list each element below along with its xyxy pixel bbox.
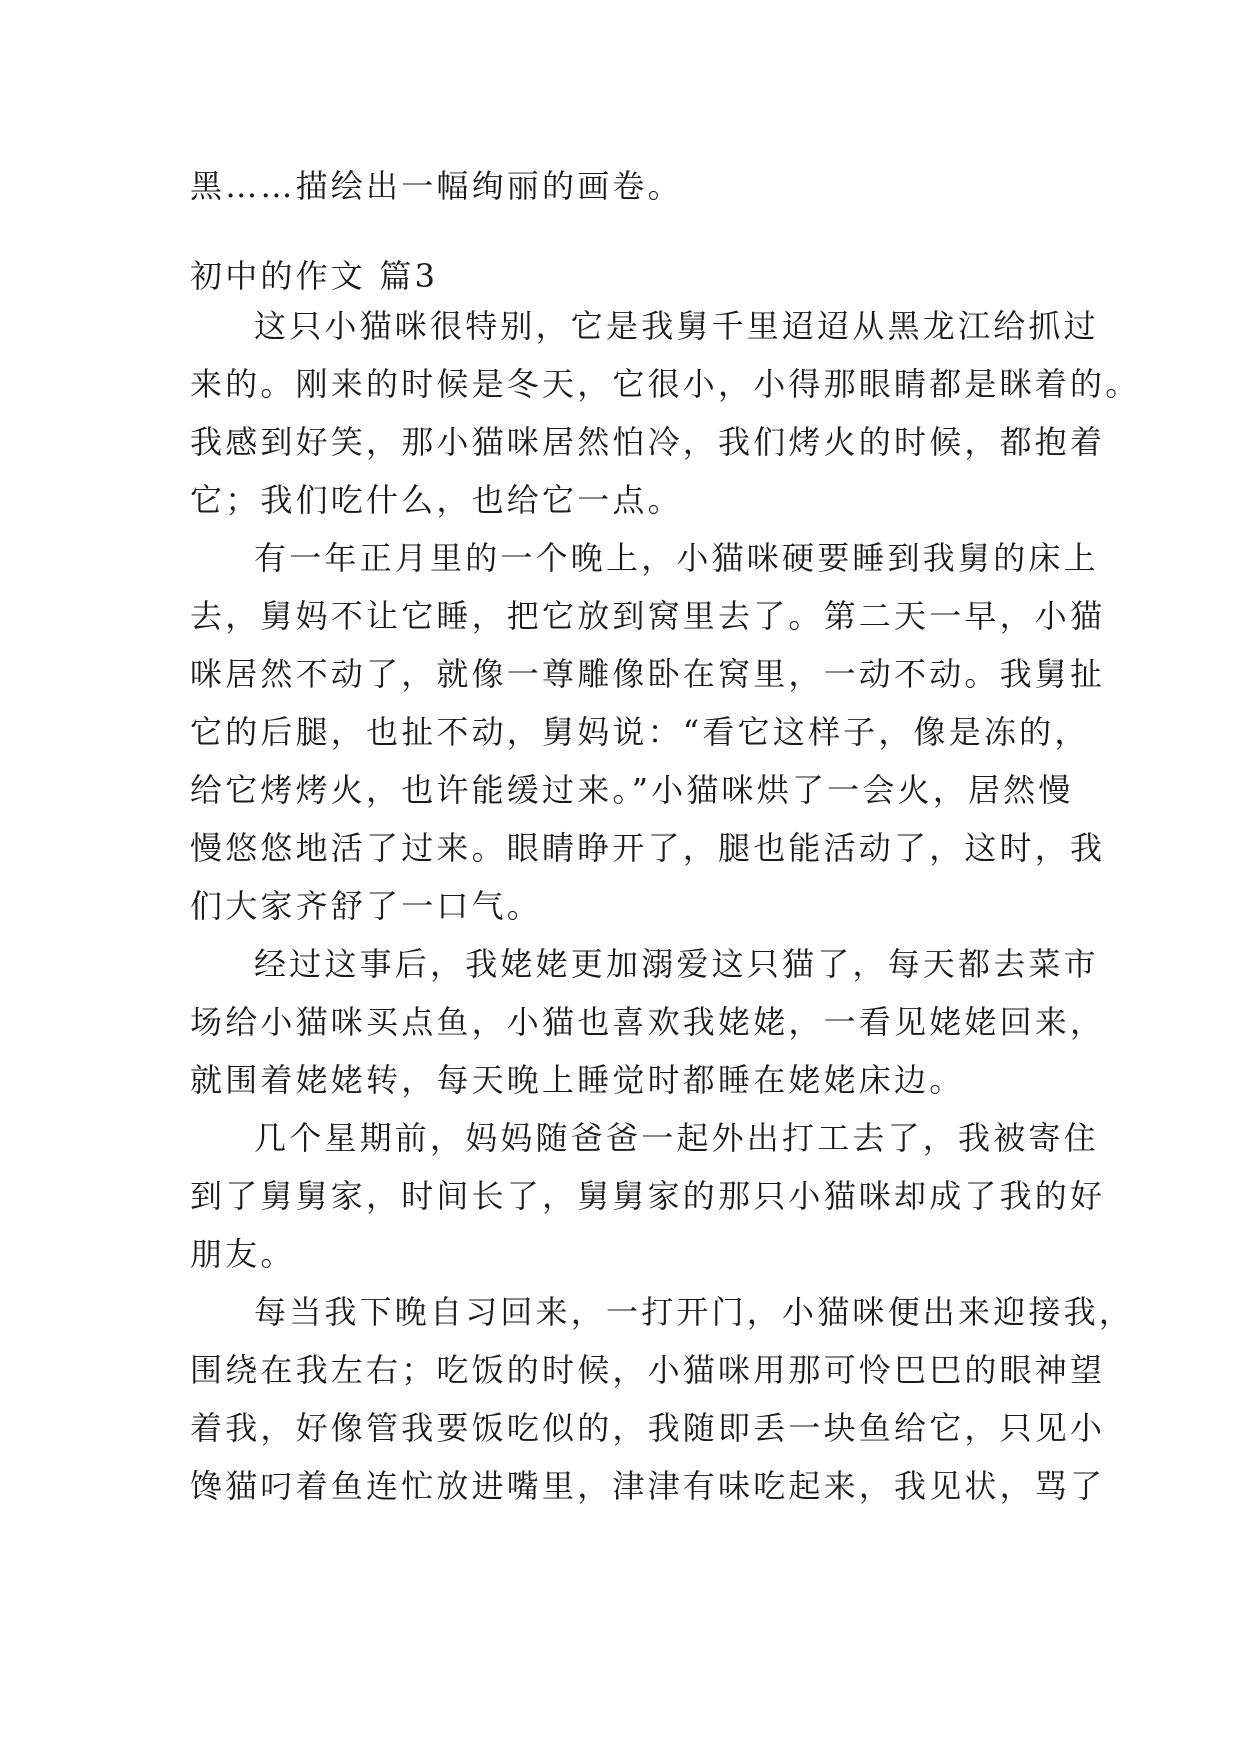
paragraph-line: 慢悠悠地活了过来。眼睛睁开了，腿也能活动了，这时，我 [190,829,1106,867]
paragraph-line: 它的后腿，也扯不动，舅妈说：“看它这样子，像是冻的， [190,713,1090,751]
paragraph-line: 去，舅妈不让它睡，把它放到窝里去了。第二天一早，小猫 [190,597,1106,635]
paragraph-line: 场给小猫咪买点鱼，小猫也喜欢我姥姥，一看见姥姥回来， [190,1003,1106,1041]
paragraph-line: 就围着姥姥转，每天晚上睡觉时都睡在姥姥床边。 [190,1061,965,1099]
paragraph-line: 围绕在我左右；吃饭的时候，小猫咪用那可怜巴巴的眼神望 [190,1351,1106,1389]
paragraph-line: 们大家齐舒了一口气。 [190,887,543,925]
paragraph-line: 朋友。 [190,1235,296,1273]
paragraph-line: 它；我们吃什么，也给它一点。 [190,481,683,519]
paragraph-line: 经过这事后，我姥姥更加溺爱这只猫了，每天都去菜市 [254,945,1099,983]
paragraph-line: 几个星期前，妈妈随爸爸一起外出打工去了，我被寄住 [254,1119,1099,1157]
paragraph-line: 这只小猫咪很特别，它是我舅千里迢迢从黑龙江给抓过 [254,307,1099,345]
text-line: 黑……描绘出一幅绚丽的画卷。 [190,167,683,205]
paragraph-line: 我感到好笑，那小猫咪居然怕冷，我们烤火的时候，都抱着 [190,423,1106,461]
paragraph-line: 馋猫叼着鱼连忙放进嘴里，津津有味吃起来，我见状，骂了 [190,1467,1106,1505]
paragraph-line: 给它烤烤火，也许能缓过来。”小猫咪烘了一会火，居然慢 [190,771,1074,809]
paragraph-line: 咪居然不动了，就像一尊雕像卧在窝里，一动不动。我舅扯 [190,655,1106,693]
paragraph-line: 有一年正月里的一个晚上，小猫咪硬要睡到我舅的床上 [254,539,1099,577]
section-heading: 初中的作文 篇3 [190,257,439,295]
paragraph-line: 每当我下晚自习回来，一打开门，小猫咪便出来迎接我， [254,1293,1135,1331]
paragraph-line: 着我，好像管我要饭吃似的，我随即丢一块鱼给它，只见小 [190,1409,1106,1447]
paragraph-line: 来的。刚来的时候是冬天，它很小，小得那眼睛都是眯着的。 [190,365,1141,403]
paragraph-line: 到了舅舅家，时间长了，舅舅家的那只小猫咪却成了我的好 [190,1177,1106,1215]
